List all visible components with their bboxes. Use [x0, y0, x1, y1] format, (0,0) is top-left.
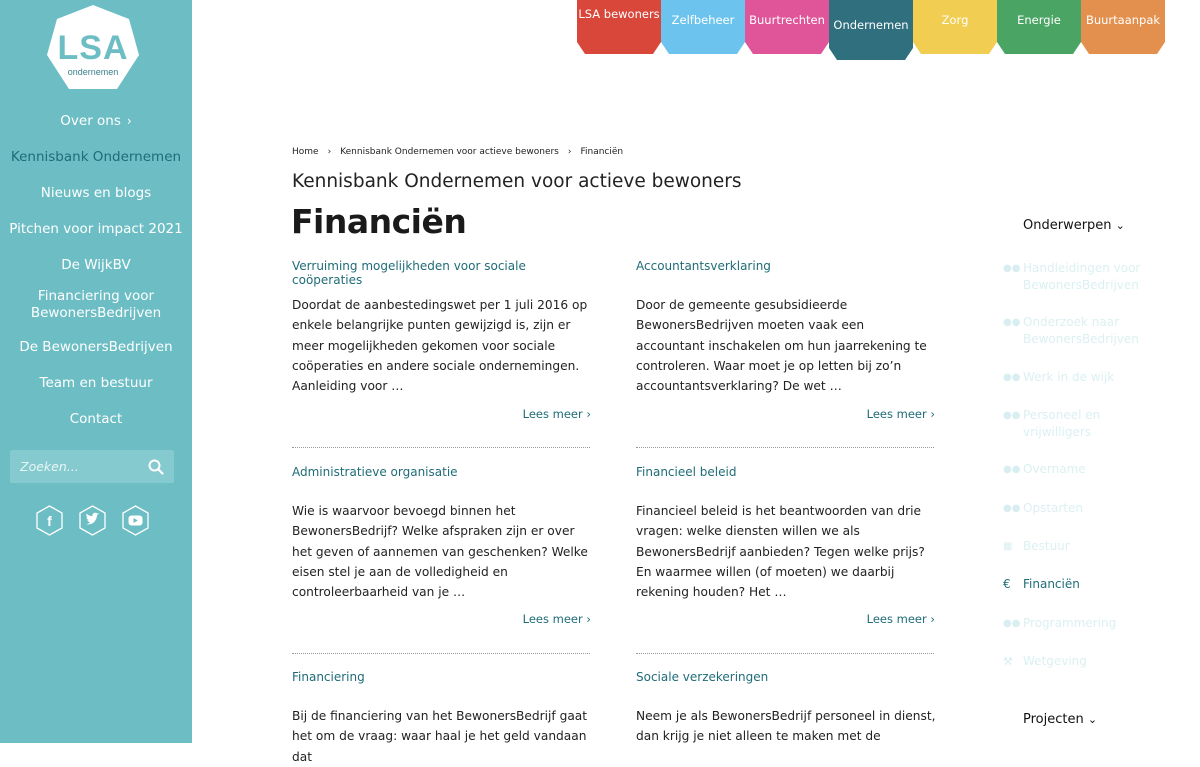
people-icon: ●● [1003, 410, 1021, 421]
people-icon: ●● [1003, 372, 1021, 383]
topic-item[interactable] [1003, 407, 1183, 440]
tab-energie[interactable] [997, 0, 1081, 56]
breadcrumb-separator-icon: › [567, 147, 572, 157]
topics-toggle[interactable] [1023, 218, 1125, 233]
nav-item-label: Nieuws en blogs [40, 184, 152, 201]
tab-zelfbeheer[interactable] [661, 0, 745, 56]
projects-toggle[interactable] [1023, 712, 1097, 727]
topic-label: Personeel en vrijwilligers [1023, 408, 1101, 439]
topic-label: Overname [1023, 462, 1086, 476]
nav-item-team[interactable] [0, 373, 192, 393]
left-sidebar [0, 0, 192, 743]
read-more-label: Lees meer [522, 612, 583, 626]
article-excerpt: Bij de financiering van het BewonersBedrijf gaat het om de vraag: waar haal je het geld vandaan dat [292, 709, 588, 764]
article-card [292, 259, 592, 421]
card-divider [636, 653, 934, 654]
chevron-down-icon: ⌄ [1115, 219, 1125, 232]
people-icon: ●● [1003, 317, 1021, 328]
category-tabs [577, 0, 1165, 62]
nav-item-label: Contact [69, 410, 123, 427]
topic-label: Opstarten [1023, 501, 1083, 515]
tab-label: Buurtrechten [749, 13, 825, 27]
nav-item-over-ons[interactable] [0, 111, 192, 131]
article-excerpt: Neem je als BewonersBedrijf personeel in dienst, dan krijg je niet alleen te maken met de [636, 709, 936, 744]
people-icon: ●● [1003, 503, 1021, 514]
article-excerpt: Doordat de aanbestedingswet per 1 juli 2016 op enkele belangrijke punten gewijzigd is, zijn er meer mogelijkheden gekomen voor sociale coöperaties en andere sociale ondernemingen. Aanleiding voor … [292, 298, 588, 394]
topic-label: Wetgeving [1023, 654, 1087, 668]
tab-zorg[interactable] [913, 0, 997, 56]
twitter-icon[interactable] [77, 505, 108, 536]
tab-label: Ondernemen [833, 18, 909, 32]
logo-text: LSA [57, 29, 129, 67]
tab-background [1081, 0, 1165, 56]
chevron-down-icon: ⌄ [1087, 713, 1098, 726]
euro-icon: € [1003, 577, 1011, 591]
tab-ondernemen[interactable] [829, 0, 913, 62]
tab-buurtaanpak[interactable] [1081, 0, 1165, 56]
breadcrumb-current: Financiën [580, 147, 624, 157]
topic-item[interactable] [1003, 461, 1183, 478]
nav-item-bewonersbedrijven[interactable] [0, 337, 192, 357]
tab-label: Zorg [941, 13, 969, 27]
tab-background [997, 0, 1081, 56]
article-title-link[interactable]: Sociale verzekeringen [636, 670, 769, 684]
nav-item-kennisbank[interactable] [0, 147, 192, 167]
breadcrumb-separator-icon: › [327, 147, 332, 157]
read-more-label: Lees meer [866, 612, 927, 626]
tab-label: Buurtaanpak [1085, 13, 1161, 27]
card-divider [636, 447, 934, 448]
article-card [292, 465, 592, 626]
article-excerpt: Financieel beleid is het beantwoorden van drie vragen: welke diensten willen we als BewonersBedrijf aanbieden? Tegen welke prijs? En waarmee willen (of moeten) we daarbij rekening houden? Het … [636, 504, 925, 600]
topic-item[interactable] [1003, 653, 1183, 670]
calendar-icon: ▦ [1003, 541, 1013, 552]
people-icon: ●● [1003, 618, 1021, 629]
nav-item-pitchen[interactable] [0, 219, 192, 239]
tab-background [913, 0, 997, 56]
nav-item-label: De BewonersBedrijven [19, 338, 173, 355]
article-excerpt: Door de gemeente gesubsidieerde BewonersBedrijven moeten vaak een accountant inschakelen om hun jaarrekening te controleren. Waar moet je op letten bij zo’n accountantsverklaring? De wet … [636, 298, 927, 394]
tab-buurtrechten[interactable] [745, 0, 829, 56]
people-icon: ●● [1003, 464, 1021, 475]
facebook-icon[interactable] [34, 505, 65, 536]
people-icon: ●● [1003, 263, 1021, 274]
tab-lsa-bewoners[interactable] [577, 0, 661, 56]
topic-item[interactable] [1003, 615, 1183, 632]
read-more-link[interactable]: Lees meer › [522, 612, 591, 626]
read-more-link[interactable]: Lees meer › [522, 407, 591, 421]
read-more-label: Lees meer [522, 407, 583, 421]
tab-background [745, 0, 829, 56]
logo-subtext: ondernemen [67, 67, 119, 77]
chevron-right-icon: › [126, 113, 132, 128]
page-title: Financiën [291, 202, 467, 241]
nav-item-label: Team en bestuur [39, 374, 153, 391]
read-more-link[interactable]: Lees meer › [866, 407, 935, 421]
topic-item[interactable] [1003, 260, 1183, 293]
tab-label: Energie [1017, 13, 1061, 27]
article-card [636, 465, 936, 626]
topic-item[interactable] [1003, 538, 1183, 555]
section-kicker: Kennisbank Ondernemen voor actieve bewoners [292, 171, 742, 192]
topics-header-label: Onderwerpen [1023, 218, 1112, 233]
nav-item-financiering[interactable] [0, 287, 192, 323]
youtube-icon[interactable] [120, 505, 151, 536]
tab-label: Zelfbeheer [671, 13, 735, 27]
search-input[interactable] [20, 459, 148, 474]
topic-label: Werk in de wijk [1023, 370, 1115, 384]
projects-header-label: Projecten [1023, 712, 1084, 727]
topic-item[interactable] [1003, 314, 1183, 347]
svg-text:f: f [47, 513, 52, 529]
article-card [636, 259, 936, 421]
search-box [10, 450, 174, 483]
main-nav [0, 111, 192, 429]
topic-label: Onderzoek naar BewonersBedrijven [1023, 315, 1139, 346]
article-title-link[interactable]: Verruiming mogelijkheden voor sociale coöperaties [292, 259, 526, 287]
nav-item-label: De WijkBV [61, 256, 131, 273]
card-divider [292, 447, 590, 448]
tab-background [661, 0, 745, 56]
nav-item-wijkbv[interactable] [0, 255, 192, 275]
nav-item-contact[interactable] [0, 409, 192, 429]
read-more-label: Lees meer [866, 407, 927, 421]
topic-label: Bestuur [1023, 539, 1070, 553]
article-excerpt: Wie is waarvoor bevoegd binnen het BewonersBedrijf? Welke afspraken zijn er over het geven of aannemen van geschenken? Welke eisen stel je aan de volledigheid en controleerbaarheid van je … [292, 504, 588, 600]
topic-item-active[interactable] [1003, 576, 1183, 593]
article-card [636, 670, 936, 744]
article-title-link[interactable]: Accountantsverklaring [636, 259, 771, 273]
article-title-link[interactable]: Administratieve organisatie [292, 465, 458, 479]
topic-item[interactable] [1003, 500, 1183, 517]
lsa-logo[interactable] [45, 3, 141, 95]
nav-item-label: Financiering voor BewonersBedrijven [30, 288, 162, 321]
article-card [292, 670, 592, 764]
topic-label: Programmering [1023, 616, 1117, 630]
breadcrumb [292, 147, 623, 157]
breadcrumb-parent[interactable]: Kennisbank Ondernemen voor actieve bewoners [340, 147, 559, 157]
nav-item-nieuws[interactable] [0, 183, 192, 203]
breadcrumb-home[interactable]: Home [292, 147, 319, 157]
gavel-icon: ⚒ [1003, 655, 1013, 668]
nav-item-label: Pitchen voor impact 2021 [9, 220, 183, 237]
social-links [34, 505, 151, 536]
nav-item-label: Over ons [60, 112, 121, 129]
search-icon[interactable] [148, 459, 164, 475]
topic-label: Financiën [1023, 577, 1080, 591]
tab-label: LSA bewoners [578, 7, 660, 21]
topic-label: Handleidingen voor BewonersBedrijven [1023, 261, 1141, 292]
read-more-link[interactable]: Lees meer › [866, 612, 935, 626]
topic-item[interactable] [1003, 369, 1183, 386]
article-title-link[interactable]: Financieel beleid [636, 465, 737, 479]
article-title-link[interactable]: Financiering [292, 670, 365, 684]
nav-item-label: Kennisbank Ondernemen [10, 148, 182, 165]
card-divider [292, 653, 590, 654]
